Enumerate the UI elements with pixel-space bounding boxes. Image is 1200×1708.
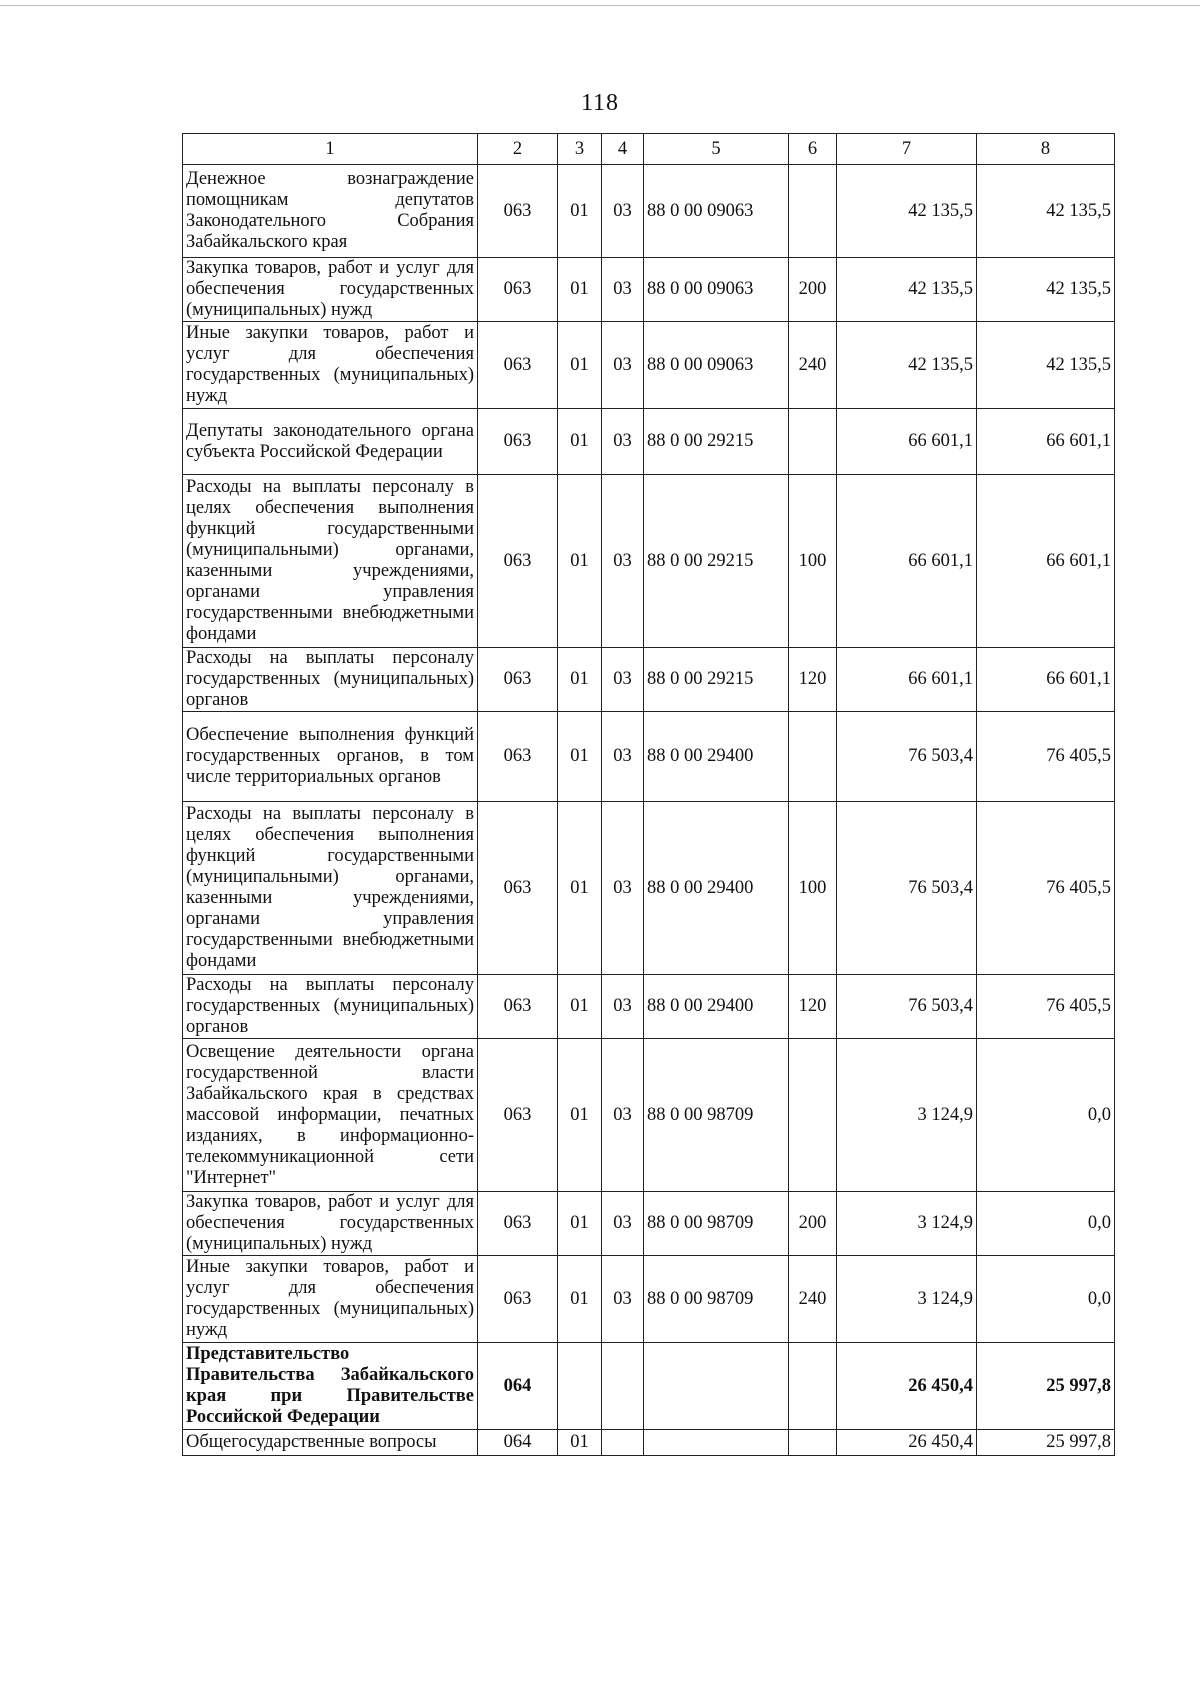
table-row (183, 1192, 1115, 1256)
target-article-code: 88 0 00 09063 (644, 322, 789, 409)
amount-year-2: 76 405,5 (977, 712, 1115, 802)
section-code: 01 (558, 1039, 602, 1192)
column-header: 2 (478, 134, 558, 165)
subsection-code: 03 (602, 1256, 644, 1343)
column-header: 7 (837, 134, 977, 165)
expense-type-code (789, 712, 837, 802)
row-name: Денежное вознаграждение помощникам депутатов Законодательного Собрания Забайкальского края (183, 165, 478, 258)
section-code: 01 (558, 975, 602, 1039)
column-header: 4 (602, 134, 644, 165)
column-header: 5 (644, 134, 789, 165)
table-row (183, 409, 1115, 475)
amount-year-2: 66 601,1 (977, 409, 1115, 475)
expense-type-code: 200 (789, 258, 837, 322)
amount-year-1: 42 135,5 (837, 165, 977, 258)
row-name: Представительство Правительства Забайкальского края при Правительстве Российской Федерации (183, 1343, 478, 1430)
admin-code: 063 (478, 1039, 558, 1192)
admin-code: 063 (478, 1192, 558, 1256)
row-name: Расходы на выплаты персоналу в целях обеспечения выполнения функций государственными (муниципальными) органами, казенными учреждениями, органами управления государственными внебюджетными фондами (183, 802, 478, 975)
amount-year-1: 76 503,4 (837, 802, 977, 975)
section-code: 01 (558, 802, 602, 975)
target-article-code: 88 0 00 98709 (644, 1192, 789, 1256)
row-name: Расходы на выплаты персоналу государственных (муниципальных) органов (183, 648, 478, 712)
target-article-code: 88 0 00 29215 (644, 409, 789, 475)
admin-code: 063 (478, 648, 558, 712)
section-code: 01 (558, 322, 602, 409)
target-article-code: 88 0 00 09063 (644, 165, 789, 258)
admin-code: 063 (478, 802, 558, 975)
amount-year-2: 42 135,5 (977, 165, 1115, 258)
subsection-code: 03 (602, 1192, 644, 1256)
scan-border-line (0, 5, 1200, 6)
admin-code: 064 (478, 1343, 558, 1430)
row-name: Освещение деятельности органа государственной власти Забайкальского края в средствах массовой информации, печатных изданиях, в информационно-телекоммуникационной сети "Интернет" (183, 1039, 478, 1192)
row-name: Общегосударственные вопросы (183, 1430, 478, 1456)
row-name: Депутаты законодательного органа субъекта Российской Федерации (183, 409, 478, 475)
amount-year-1: 3 124,9 (837, 1192, 977, 1256)
subsection-code: 03 (602, 1039, 644, 1192)
expense-type-code: 120 (789, 975, 837, 1039)
amount-year-2: 0,0 (977, 1192, 1115, 1256)
amount-year-1: 26 450,4 (837, 1430, 977, 1456)
expense-type-code: 100 (789, 475, 837, 648)
amount-year-1: 66 601,1 (837, 409, 977, 475)
amount-year-1: 66 601,1 (837, 648, 977, 712)
column-header: 3 (558, 134, 602, 165)
amount-year-2: 76 405,5 (977, 802, 1115, 975)
table-row (183, 648, 1115, 712)
expense-type-code: 240 (789, 322, 837, 409)
admin-code: 063 (478, 1256, 558, 1343)
admin-code: 063 (478, 322, 558, 409)
subsection-code (602, 1343, 644, 1430)
expense-type-code (789, 1039, 837, 1192)
table-row (183, 1343, 1115, 1430)
expense-type-code: 200 (789, 1192, 837, 1256)
section-code: 01 (558, 258, 602, 322)
target-article-code: 88 0 00 29215 (644, 648, 789, 712)
target-article-code (644, 1343, 789, 1430)
subsection-code: 03 (602, 802, 644, 975)
row-name: Расходы на выплаты персоналу государственных (муниципальных) органов (183, 975, 478, 1039)
amount-year-1: 42 135,5 (837, 322, 977, 409)
table-row (183, 802, 1115, 975)
section-code: 01 (558, 648, 602, 712)
target-article-code: 88 0 00 09063 (644, 258, 789, 322)
admin-code: 063 (478, 409, 558, 475)
target-article-code: 88 0 00 29400 (644, 802, 789, 975)
amount-year-2: 0,0 (977, 1256, 1115, 1343)
amount-year-2: 66 601,1 (977, 648, 1115, 712)
section-code: 01 (558, 712, 602, 802)
row-name: Закупка товаров, работ и услуг для обеспечения государственных (муниципальных) нужд (183, 1192, 478, 1256)
table-row (183, 1039, 1115, 1192)
row-name: Иные закупки товаров, работ и услуг для обеспечения государственных (муниципальных) нужд (183, 322, 478, 409)
table-row (183, 1430, 1115, 1456)
amount-year-1: 3 124,9 (837, 1256, 977, 1343)
table-row (183, 322, 1115, 409)
amount-year-2: 76 405,5 (977, 975, 1115, 1039)
table-row (183, 975, 1115, 1039)
section-code: 01 (558, 409, 602, 475)
amount-year-2: 42 135,5 (977, 322, 1115, 409)
section-code: 01 (558, 475, 602, 648)
target-article-code: 88 0 00 29215 (644, 475, 789, 648)
target-article-code: 88 0 00 29400 (644, 712, 789, 802)
admin-code: 063 (478, 258, 558, 322)
subsection-code: 03 (602, 322, 644, 409)
page-number: 118 (580, 90, 620, 116)
amount-year-2: 25 997,8 (977, 1343, 1115, 1430)
section-code: 01 (558, 1430, 602, 1456)
column-header: 1 (183, 134, 478, 165)
amount-year-2: 66 601,1 (977, 475, 1115, 648)
amount-year-1: 66 601,1 (837, 475, 977, 648)
expense-type-code: 120 (789, 648, 837, 712)
subsection-code: 03 (602, 258, 644, 322)
section-code (558, 1343, 602, 1430)
expense-type-code: 240 (789, 1256, 837, 1343)
expense-type-code (789, 409, 837, 475)
column-header: 8 (977, 134, 1115, 165)
expense-type-code (789, 1343, 837, 1430)
target-article-code: 88 0 00 29400 (644, 975, 789, 1039)
expense-type-code (789, 165, 837, 258)
subsection-code (602, 1430, 644, 1456)
subsection-code: 03 (602, 475, 644, 648)
amount-year-2: 25 997,8 (977, 1430, 1115, 1456)
row-name: Иные закупки товаров, работ и услуг для обеспечения государственных (муниципальных) нужд (183, 1256, 478, 1343)
target-article-code: 88 0 00 98709 (644, 1256, 789, 1343)
table-row (183, 475, 1115, 648)
subsection-code: 03 (602, 409, 644, 475)
section-code: 01 (558, 1256, 602, 1343)
section-code: 01 (558, 165, 602, 258)
amount-year-1: 76 503,4 (837, 975, 977, 1039)
target-article-code (644, 1430, 789, 1456)
table-row (183, 1256, 1115, 1343)
amount-year-1: 3 124,9 (837, 1039, 977, 1192)
expense-type-code: 100 (789, 802, 837, 975)
section-code: 01 (558, 1192, 602, 1256)
row-name: Расходы на выплаты персоналу в целях обеспечения выполнения функций государственными (муниципальными) органами, казенными учреждениями, органами управления государственными внебюджетными фондами (183, 475, 478, 648)
table-row (183, 258, 1115, 322)
amount-year-2: 42 135,5 (977, 258, 1115, 322)
column-header: 6 (789, 134, 837, 165)
subsection-code: 03 (602, 975, 644, 1039)
subsection-code: 03 (602, 712, 644, 802)
amount-year-2: 0,0 (977, 1039, 1115, 1192)
table-row (183, 712, 1115, 802)
target-article-code: 88 0 00 98709 (644, 1039, 789, 1192)
amount-year-1: 42 135,5 (837, 258, 977, 322)
admin-code: 063 (478, 165, 558, 258)
expense-type-code (789, 1430, 837, 1456)
admin-code: 063 (478, 712, 558, 802)
admin-code: 064 (478, 1430, 558, 1456)
subsection-code: 03 (602, 648, 644, 712)
admin-code: 063 (478, 475, 558, 648)
table-row (183, 165, 1115, 258)
row-name: Закупка товаров, работ и услуг для обеспечения государственных (муниципальных) нужд (183, 258, 478, 322)
amount-year-1: 26 450,4 (837, 1343, 977, 1430)
subsection-code: 03 (602, 165, 644, 258)
amount-year-1: 76 503,4 (837, 712, 977, 802)
table-header-row (183, 134, 1115, 165)
row-name: Обеспечение выполнения функций государственных органов, в том числе территориальных органов (183, 712, 478, 802)
budget-table (182, 133, 1115, 1456)
admin-code: 063 (478, 975, 558, 1039)
